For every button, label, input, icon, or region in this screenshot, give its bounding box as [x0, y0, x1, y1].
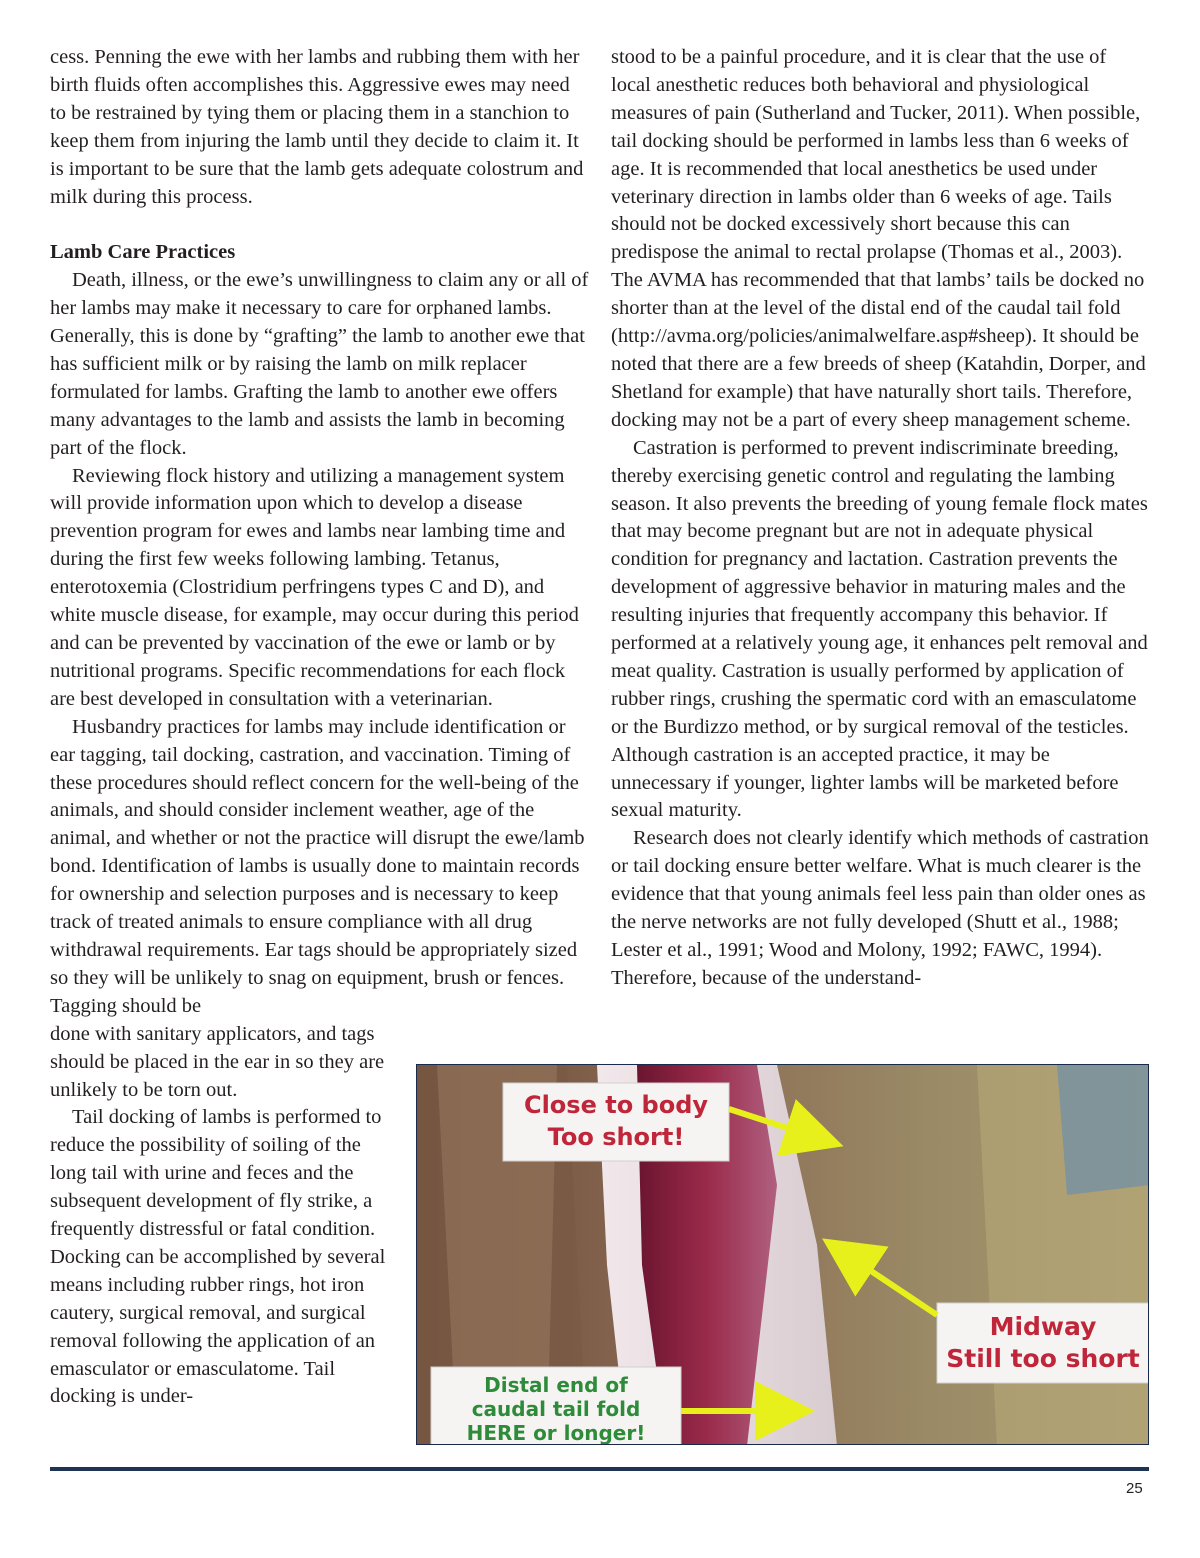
svg-text:Close to body: Close to body — [523, 1091, 709, 1119]
label-midway — [937, 1303, 1149, 1383]
label-close-to-body — [503, 1083, 729, 1161]
paragraph: Research does not clearly identify which methods of castration or tail docking ensure better welfare. What is much clearer is the evidence that that young animals feel less pain than older ones as the nerve networks are not fully developed (Shutt et al., 1988; Lester et al., 1991; Wood and Molony, 1992; FAWC, 1994). Therefore, because of the understand- — [611, 827, 1149, 989]
section-heading: Lamb Care Practices — [50, 241, 236, 264]
footer-rule — [50, 1467, 1149, 1471]
svg-text:Too short!: Too short! — [547, 1123, 685, 1151]
paragraph: Reviewing flock history and utilizing a management system will provide information upon which to develop a disease prevention program for ewes and lambs near lambing time and during the first few weeks following lambing. Tetanus, enterotoxemia (Clostridium perfringens types C and D), and white muscle disease, for example, may occur during this period and can be prevented by vaccination of the ewe or lamb or by nutritional programs. Specific recommendations for each flock are best developed in consultation with a veterinarian. — [50, 464, 579, 710]
paragraph: Death, illness, or the ewe’s unwillingness to claim any or all of her lambs may make it necessary to care for orphaned lambs. Generally, this is done by “grafting” the lamb to another ewe that has sufficient milk or by raising the lamb on milk replacer formulated for lambs. Grafting the lamb to another ewe offers many advantages to the lamb and assists the lamb in becoming part of the flock. — [50, 269, 589, 459]
paragraph-wrapped: done with sanitary applicators, and tags should be placed in the ear in so they are unlikely to be torn out. — [50, 1022, 385, 1101]
tail-docking-photo — [416, 1064, 1149, 1445]
paragraph: stood to be a painful procedure, and it is clear that the use of local anesthetic reduces both behavioral and physiological measures of pain (Sutherland and Tucker, 2011). When possible, tail docking should be performed in lambs less than 6 weeks of age. It is recommended that local anesthetics be used under veterinary direction in lambs older than 6 weeks of age. Tails should not be docked excessively short because this can predispose the animal to rectal prolapse (Thomas et al., 2003). The AVMA has recommended that that lambs’ tails be docked no shorter than at the level of the distal end of the caudal tail fold (http://avma.org/policies/animalwelfare.asp#sheep). It should be noted that there are a few breeds of sheep (Katahdin, Dorper, and Shetland for example) that have naturally short tails. Therefore, docking may not be a part of every sheep management scheme. — [611, 46, 1146, 431]
svg-text:Midway: Midway — [989, 1312, 1097, 1341]
svg-text:Still too short: Still too short — [946, 1344, 1140, 1373]
paragraph-wrapped: Tail docking of lambs is performed to reduce the possibility of soiling of the long tail with urine and feces and the subsequent development of fly strike, a frequently distressful or fatal condition. Docking can be accomplished by several means including rubber rings, hot iron cautery, surgical removal, and surgical removal following the application of an emasculator or emasculatome. Tail docking is under- — [50, 1106, 386, 1408]
right-column — [611, 44, 1151, 993]
svg-text:Distal end of: Distal end of — [484, 1373, 628, 1397]
svg-text:caudal tail fold: caudal tail fold — [471, 1397, 641, 1421]
fence-region — [1057, 1065, 1149, 1195]
paragraph: Husbandry practices for lambs may include identification or ear tagging, tail docking, castration, and vaccination. Timing of these procedures should reflect concern for the well-being of the animals, and should consider inclement weather, age of the animal, and whether or not the practice will disrupt the ewe/lamb bond. Identification of lambs is usually done to maintain records for ownership and selection purposes and is necessary to keep track of treated animals to ensure compliance with all drug withdrawal requirements. Ear tags should be appropriately sized so they will be unlikely to snag on equipment, brush or fences. Tagging should be — [50, 715, 585, 1017]
label-distal — [431, 1367, 681, 1445]
paragraph: cess. Penning the ewe with her lambs and rubbing them with her birth fluids often accomplishes this. Aggressive ewes may need to be restrained by tying them or placing them in a stanchion to keep them from injuring the lamb until they decide to claim it. It is important to be sure that the lamb gets adequate colostrum and milk during this process. — [50, 46, 584, 208]
svg-text:HERE or longer!: HERE or longer! — [466, 1421, 646, 1445]
paragraph: Castration is performed to prevent indiscriminate breeding, thereby exercising genetic control and regulating the lambing season. It also prevents the breeding of young female flock mates that may become pregnant but are not in adequate physical condition for pregnancy and lactation. Castration prevents the development of aggressive behavior in maturing males and the resulting injuries that frequently accompany this behavior. If performed at a relatively young age, it enhances pelt removal and meat quality. Castration is usually performed by application of rubber rings, crushing the spermatic cord with an emasculatome or the Burdizzo method, or by surgical removal of the testicles. Although castration is an accepted practice, it may be unnecessary if younger, lighter lambs will be marketed before sexual maturity. — [611, 436, 1148, 822]
page-number: 25 — [1126, 1480, 1143, 1497]
